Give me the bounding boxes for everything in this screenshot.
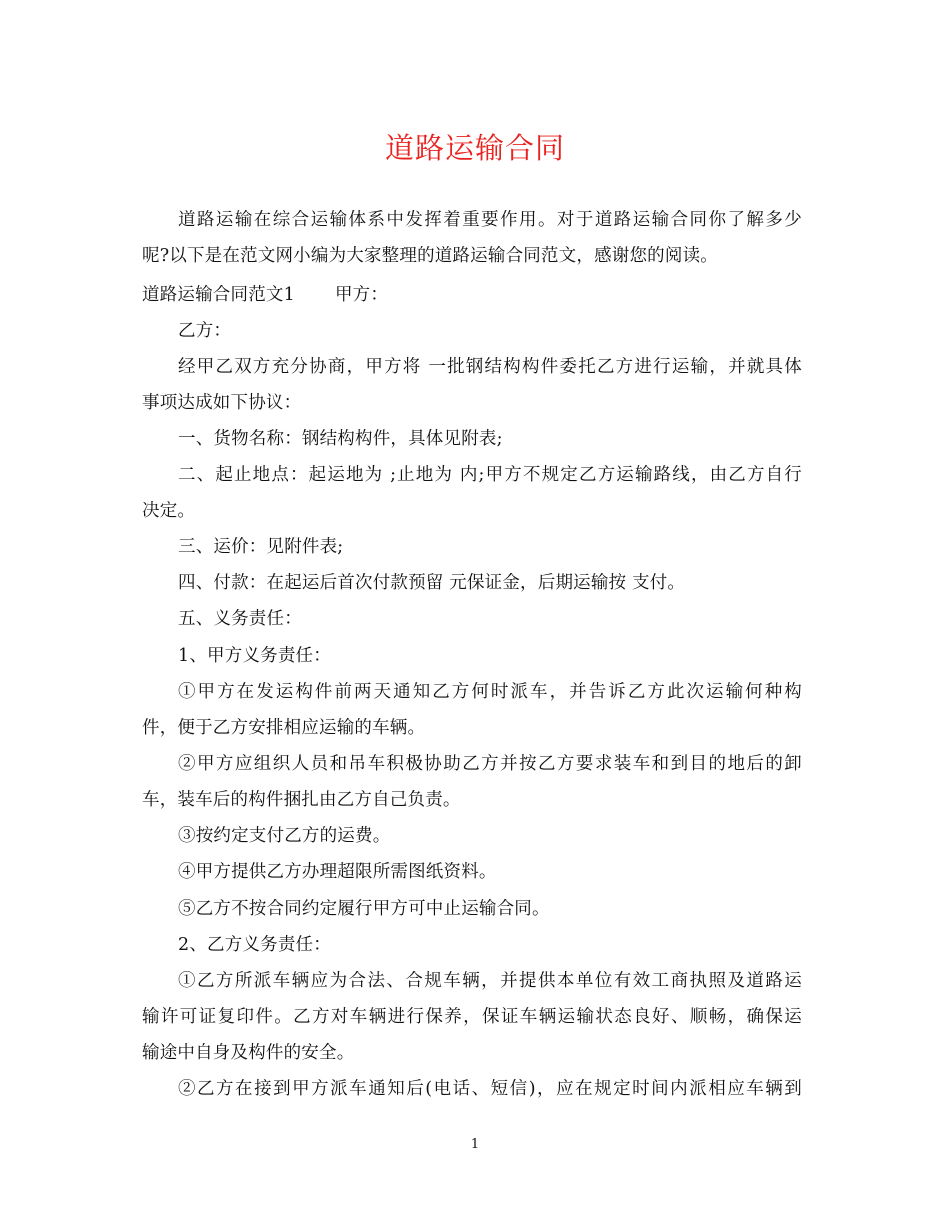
paragraph-line: 呢?以下是在范文网小编为大家整理的道路运输合同范文，感谢您的阅读。 bbox=[142, 246, 718, 266]
document-title: 道路运输合同 bbox=[384, 131, 565, 165]
clause-line: ②乙方在接到甲方派车通知后(电话、短信)，应在规定时间内派相应车辆到 bbox=[178, 1079, 802, 1099]
clause-line: ③按约定支付乙方的运费。 bbox=[178, 826, 391, 846]
section-heading: 道路运输合同范文1 bbox=[142, 285, 295, 305]
party-a-label: 甲方： bbox=[334, 285, 389, 305]
paragraph-line: 事项达成如下协议： bbox=[142, 393, 302, 413]
clause-line: 输途中自身及构件的安全。 bbox=[142, 1043, 355, 1063]
party-b-label: 乙方： bbox=[178, 321, 232, 341]
clause-line: ④甲方提供乙方办理超限所需图纸资料。 bbox=[178, 862, 497, 882]
clause-line: ⑤乙方不按合同约定履行甲方可中止运输合同。 bbox=[178, 899, 550, 919]
clause-line: 一、货物名称：钢结构构件，具体见附表; bbox=[178, 429, 503, 449]
clause-line: 四、付款：在起运后首次付款预留 元保证金，后期运输按 支付。 bbox=[178, 573, 686, 593]
paragraph-line: 道路运输在综合运输体系中发挥着重要作用。对于道路运输合同你了解多少 bbox=[178, 210, 802, 230]
page-number: 1 bbox=[470, 1137, 480, 1152]
clause-line: 五、义务责任： bbox=[178, 609, 302, 629]
subsection-heading: 2、乙方义务责任： bbox=[178, 935, 331, 955]
section-heading-line bbox=[142, 283, 388, 307]
clause-line: 车，装车后的构件捆扎由乙方自己负责。 bbox=[142, 790, 461, 810]
clause-line: 决定。 bbox=[142, 501, 196, 521]
clause-line: ①乙方所派车辆应为合法、合规车辆，并提供本单位有效工商执照及道路运 bbox=[178, 971, 802, 991]
clause-line: 输许可证复印件。乙方对车辆进行保养，保证车辆运输状态良好、顺畅，确保运 bbox=[142, 1007, 802, 1027]
clause-line: ①甲方在发运构件前两天通知乙方何时派车，并告诉乙方此次运输何种构 bbox=[178, 682, 802, 702]
clause-line: 二、起止地点：起运地为 ;止地为 内;甲方不规定乙方运输路线，由乙方自行 bbox=[178, 465, 802, 485]
paragraph-line: 经甲乙双方充分协商，甲方将 一批钢结构构件委托乙方进行运输，并就具体 bbox=[178, 357, 802, 377]
clause-line: 件，便于乙方安排相应运输的车辆。 bbox=[142, 718, 426, 738]
subsection-heading: 1、甲方义务责任： bbox=[178, 646, 331, 666]
clause-line: 三、运价：见附件表; bbox=[178, 537, 344, 557]
clause-line: ②甲方应组织人员和吊车积极协助乙方并按乙方要求装车和到目的地后的卸 bbox=[178, 754, 802, 774]
